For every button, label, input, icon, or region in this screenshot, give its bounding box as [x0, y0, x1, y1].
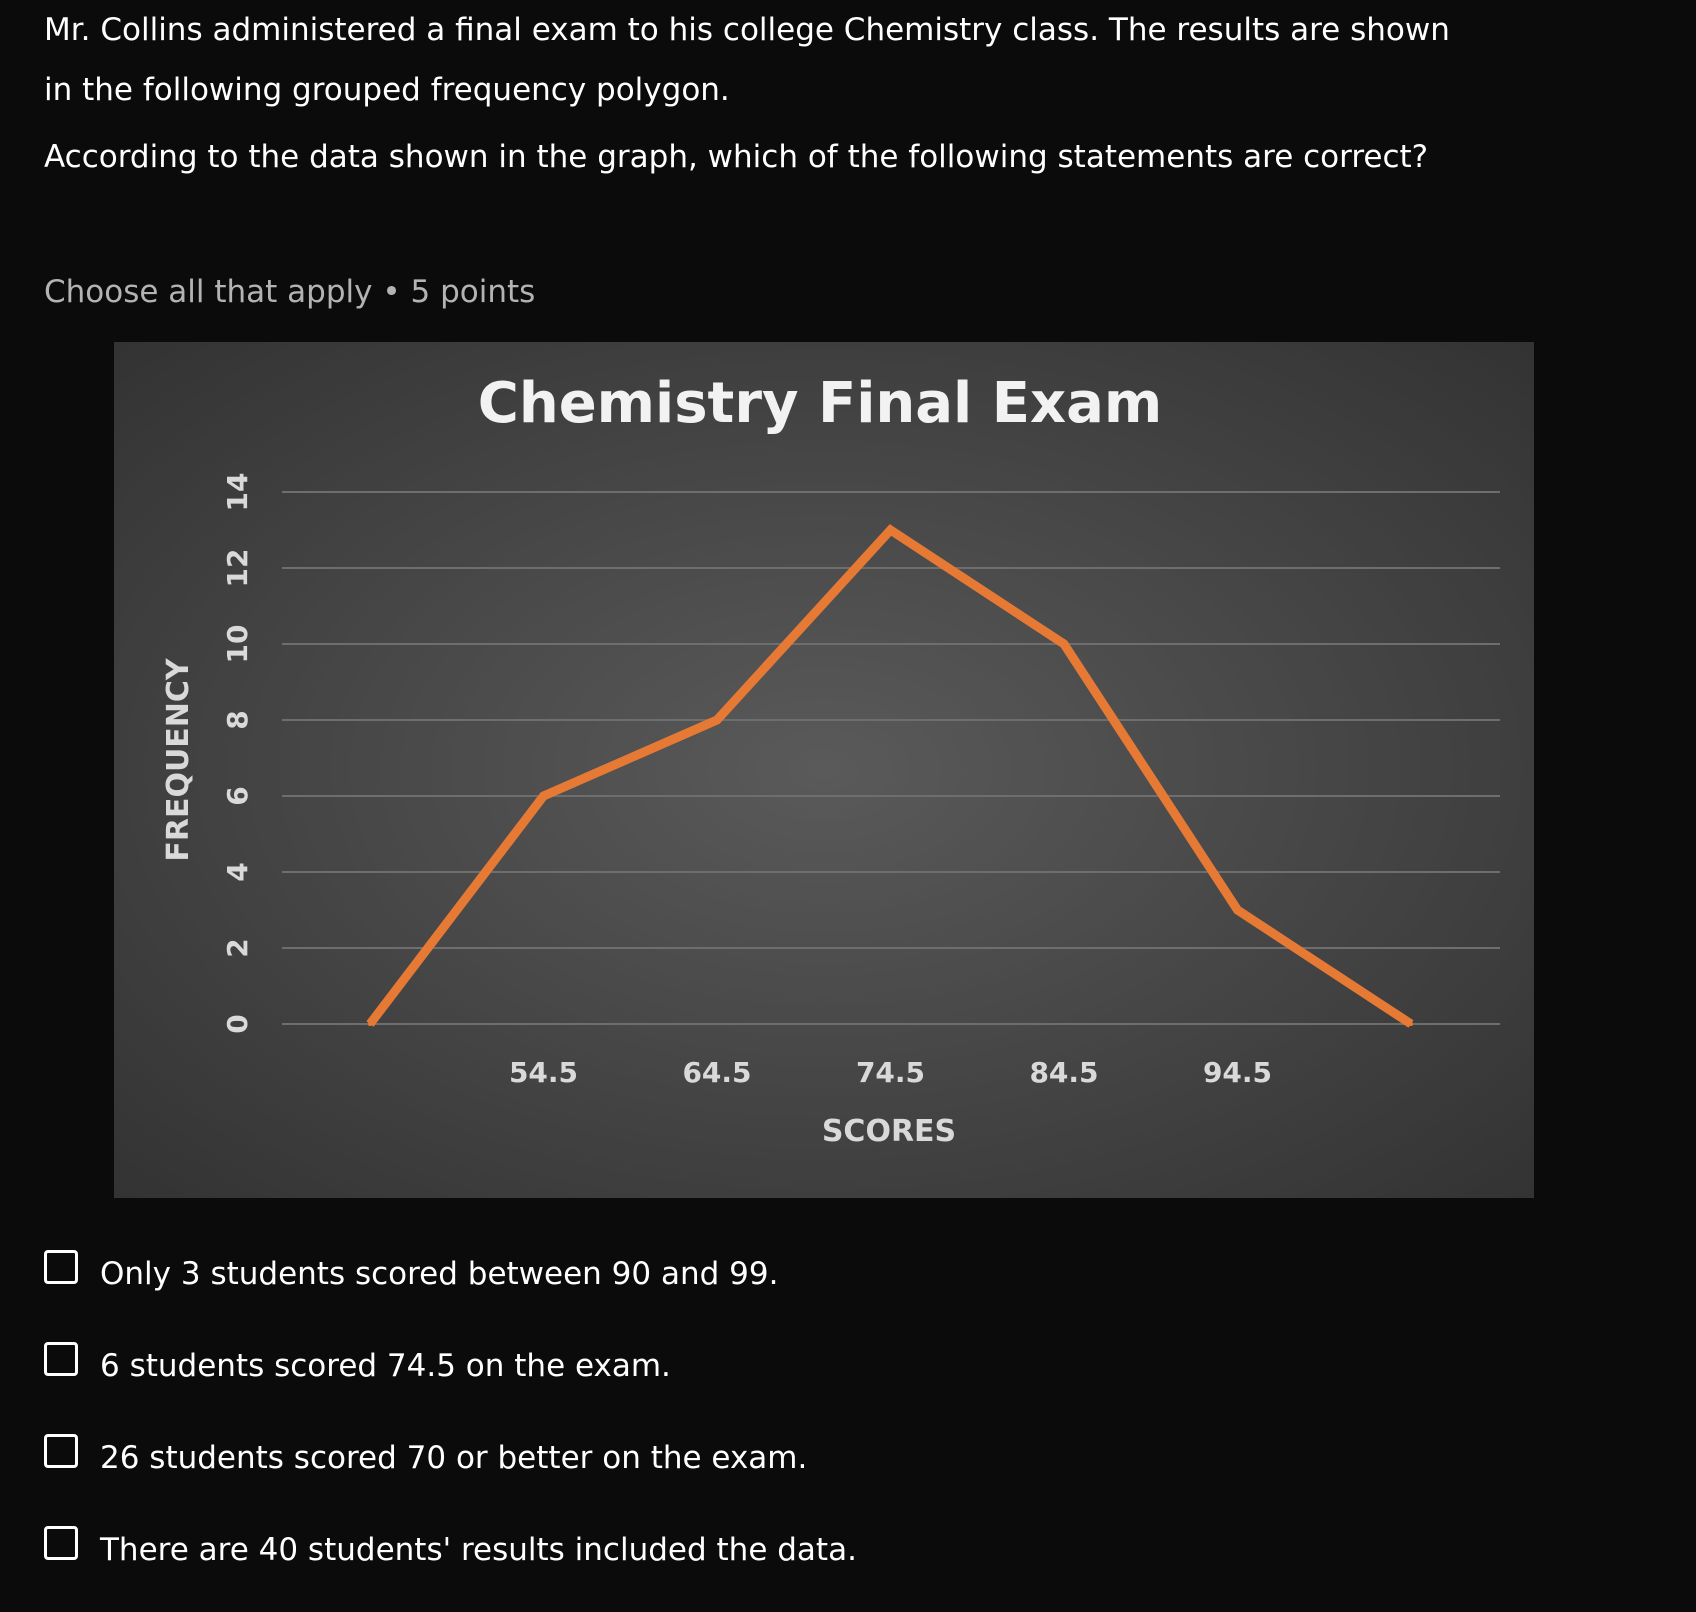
option-text: 26 students scored 70 or better on the exam. [100, 1440, 808, 1476]
y-tick-label: 0 [221, 1014, 254, 1034]
answer-option[interactable] [44, 1320, 1244, 1412]
x-tick-label: 94.5 [1202, 1056, 1273, 1089]
frequency-polygon-chart [114, 342, 1534, 1198]
data-point [889, 528, 893, 532]
answer-option[interactable] [44, 1412, 1244, 1504]
chart-background [114, 342, 1534, 1198]
data-point [715, 718, 719, 722]
y-tick-label: 12 [221, 548, 254, 588]
x-tick-label: 64.5 [682, 1056, 752, 1089]
option-text: Only 3 students scored between 90 and 99. [100, 1256, 779, 1292]
x-tick-label: 54.5 [508, 1056, 579, 1089]
option-text: 6 students scored 74.5 on the exam. [100, 1348, 671, 1384]
question-prompt: According to the data shown in the graph, which of the following statements are correct? [44, 139, 1429, 175]
option-checkbox[interactable] [44, 1434, 78, 1468]
data-point [1236, 908, 1240, 912]
x-axis-label: SCORES [821, 1114, 957, 1149]
answer-options [44, 1228, 1244, 1596]
chart-svg [114, 342, 1534, 1198]
y-tick-label: 8 [221, 710, 254, 730]
data-point [1062, 642, 1066, 646]
option-checkbox[interactable] [44, 1250, 78, 1284]
answer-option[interactable] [44, 1504, 1244, 1596]
y-tick-label: 6 [221, 786, 254, 806]
y-tick-label: 10 [221, 624, 254, 664]
option-checkbox[interactable] [44, 1526, 78, 1560]
data-point [368, 1022, 372, 1026]
data-point [1409, 1022, 1413, 1026]
chart-title: Chemistry Final Exam [477, 371, 1163, 436]
x-tick-label: 74.5 [855, 1056, 926, 1089]
question-text: Mr. Collins administered a final exam to his college Chemistry class. The results are shown in the following grouped frequency polygon. [44, 12, 1450, 108]
question-meta: Choose all that apply • 5 points [44, 274, 536, 310]
option-checkbox[interactable] [44, 1342, 78, 1376]
answer-option[interactable] [44, 1228, 1244, 1320]
option-text: There are 40 students' results included the data. [100, 1532, 857, 1568]
y-tick-label: 2 [221, 938, 254, 958]
x-tick-label: 84.5 [1029, 1056, 1099, 1089]
y-tick-label: 4 [221, 862, 254, 882]
y-axis-label: FREQUENCY [161, 658, 196, 862]
data-point [542, 794, 546, 798]
y-tick-label: 14 [221, 472, 254, 512]
